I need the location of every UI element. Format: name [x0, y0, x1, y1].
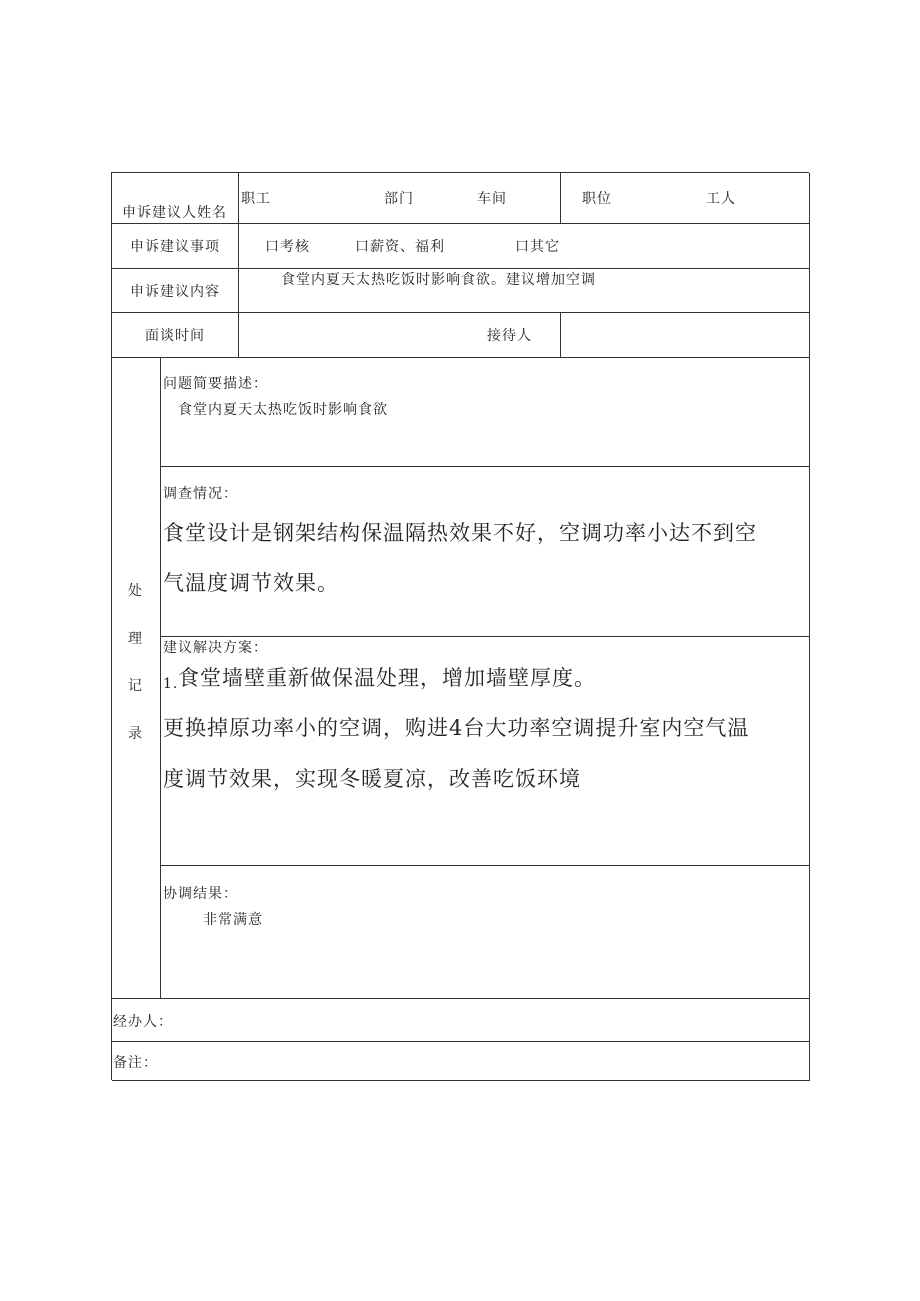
- processing-side-char-1: 处: [128, 583, 142, 599]
- matter-options-cell: [239, 224, 810, 269]
- processing-side-cell: [112, 358, 161, 999]
- solution-cell: [161, 637, 810, 866]
- dept-label: 部门: [384, 191, 414, 207]
- investigation-label: 调查情况：: [163, 486, 238, 502]
- result-cell: [161, 866, 810, 999]
- solution-line-3: 度调节效果，实现冬暖夏凉，改善吃饭环境: [163, 767, 581, 791]
- description-text: 食堂内夏天太热吃饭时影响食欲: [178, 402, 388, 418]
- position-label: 职位: [582, 191, 612, 207]
- complaint-form: [111, 172, 809, 1080]
- position-value: 工人: [706, 191, 736, 207]
- result-text: 非常满意: [203, 912, 263, 928]
- result-label: 协调结果：: [163, 886, 238, 902]
- description-label: 问题简要描述：: [163, 376, 268, 392]
- remarks-label: 备注：: [113, 1055, 158, 1071]
- receiver-value-cell: [561, 313, 810, 358]
- content-value-cell: [239, 269, 810, 313]
- solution-line-2: 更换掉原功率小的空调，购进4台大功率空调提升室内空气温: [163, 716, 750, 740]
- content-label: 申诉建议内容: [130, 284, 220, 300]
- matter-option-assessment[interactable]: 口考核: [265, 239, 310, 255]
- name-value: 职工: [241, 191, 271, 207]
- content-value: 食堂内夏天太热吃饭时影响食欲。建议增加空调: [281, 272, 596, 288]
- receiver-label: 接待人: [487, 328, 532, 344]
- interview-label-cell: [112, 313, 239, 358]
- processing-side-char-4: 录: [128, 726, 142, 742]
- position-cell: [561, 173, 810, 224]
- matter-option-other[interactable]: 口其它: [515, 239, 560, 255]
- processing-side-char-2: 理: [128, 631, 142, 647]
- handler-label: 经办人：: [113, 1014, 173, 1030]
- dept-value: 车间: [477, 191, 507, 207]
- matter-label: 申诉建议事项: [130, 239, 220, 255]
- name-label-cell: [112, 173, 239, 224]
- solution-item-number: 1.: [163, 676, 179, 692]
- remarks-row: [112, 1042, 810, 1081]
- interview-time-cell: [239, 313, 561, 358]
- name-label: 申诉建议人姓名: [122, 205, 227, 221]
- investigation-line-1: 食堂设计是钢架结构保温隔热效果不好，空调功率小达不到空: [163, 521, 757, 545]
- solution-label: 建议解决方案：: [163, 640, 268, 656]
- investigation-cell: [161, 467, 810, 637]
- interview-time-label: 面谈时间: [145, 328, 205, 344]
- matter-label-cell: [112, 224, 239, 269]
- description-cell: [161, 358, 810, 467]
- name-value-cell: [239, 173, 561, 224]
- content-label-cell: [112, 269, 239, 313]
- investigation-line-2: 气温度调节效果。: [163, 571, 339, 595]
- matter-option-salary-welfare[interactable]: 口薪资、福利: [355, 239, 445, 255]
- processing-side-char-3: 记: [128, 678, 142, 694]
- handler-row: [112, 999, 810, 1042]
- solution-line-1: 食堂墙壁重新做保温处理，增加墙壁厚度。: [178, 666, 596, 690]
